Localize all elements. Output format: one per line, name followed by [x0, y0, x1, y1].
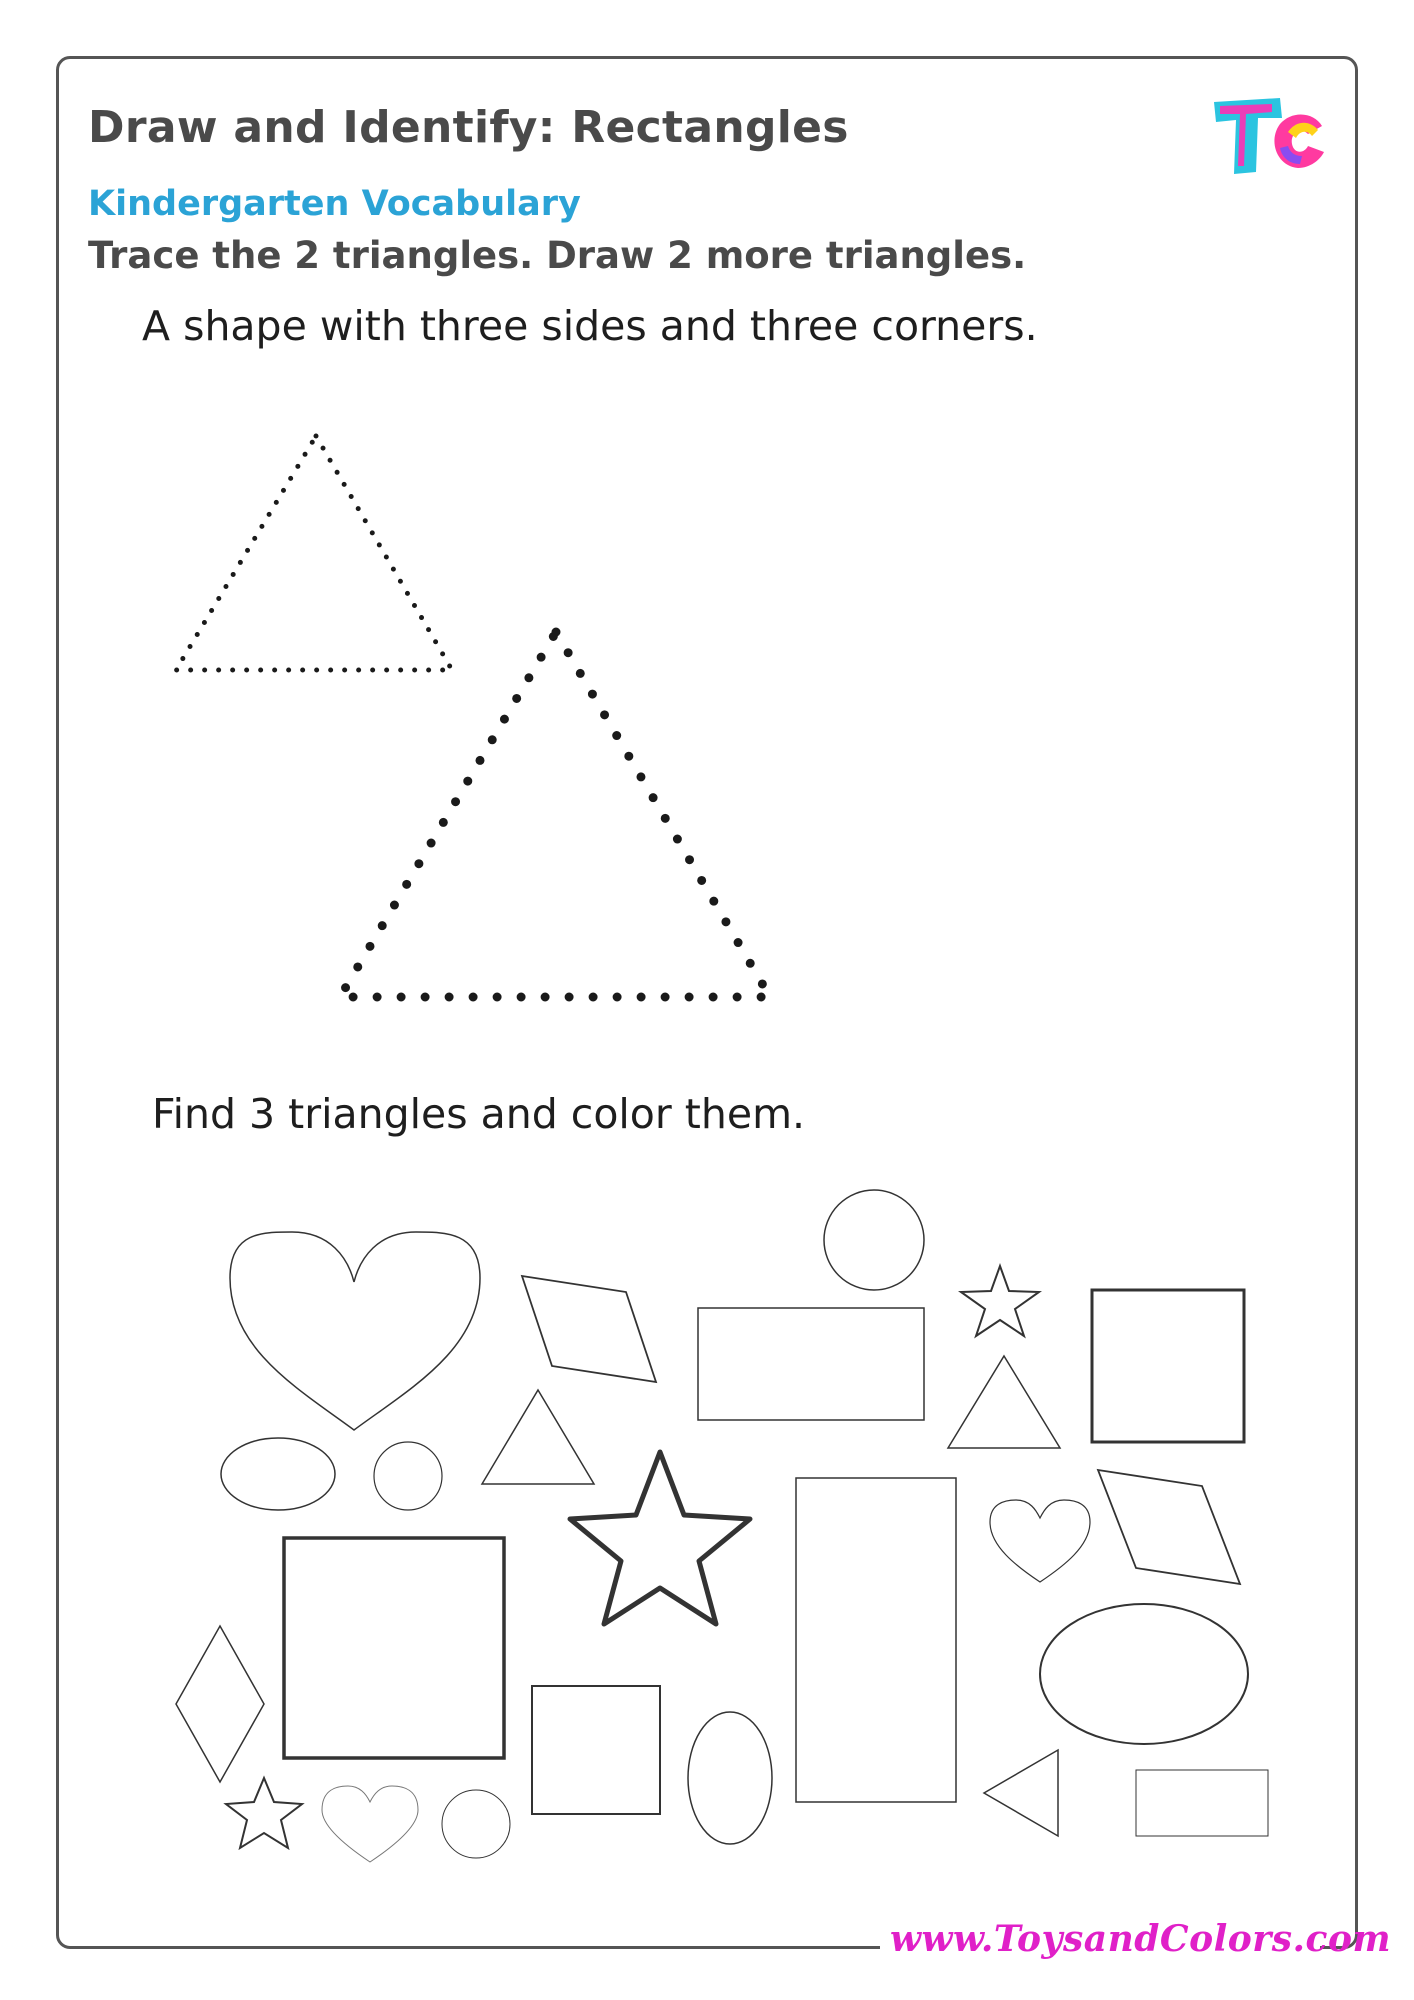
oval-shape[interactable] — [1040, 1604, 1248, 1744]
dotted-triangle-large[interactable] — [340, 632, 770, 997]
heart-shape[interactable] — [230, 1232, 480, 1430]
rhombus-shape[interactable] — [522, 1276, 656, 1382]
website-url[interactable]: www.ToysandColors.com — [890, 1918, 1392, 1960]
oval-shape[interactable] — [221, 1438, 335, 1510]
page-title: Draw and Identify: Rectangles — [88, 102, 849, 153]
find-instruction: Find 3 triangles and color them. — [152, 1090, 806, 1138]
subtitle: Kindergarten Vocabulary — [88, 184, 581, 224]
circle-shape[interactable] — [824, 1190, 924, 1290]
heart-shape[interactable] — [990, 1500, 1090, 1582]
star-shape[interactable] — [570, 1452, 750, 1624]
rhombus-shape[interactable] — [176, 1626, 264, 1782]
square-shape[interactable] — [532, 1686, 660, 1814]
rectangle-shape[interactable] — [1136, 1770, 1268, 1836]
triangle-shape[interactable] — [948, 1356, 1060, 1448]
trace-instruction: Trace the 2 triangles. Draw 2 more triangles. — [88, 234, 1027, 277]
triangle-shape[interactable] — [482, 1390, 594, 1484]
dotted-triangle-small[interactable] — [176, 436, 452, 670]
rhombus-shape[interactable] — [1098, 1470, 1240, 1584]
heart-shape[interactable] — [322, 1786, 418, 1862]
oval-shape[interactable] — [688, 1712, 772, 1844]
square-shape[interactable] — [284, 1538, 504, 1758]
triangle-definition: A shape with three sides and three corners. — [142, 302, 1038, 350]
rectangle-shape[interactable] — [796, 1478, 956, 1802]
circle-shape[interactable] — [374, 1442, 442, 1510]
triangle-shape[interactable] — [984, 1750, 1058, 1836]
circle-shape[interactable] — [442, 1790, 510, 1858]
rectangle-shape[interactable] — [698, 1308, 924, 1420]
star-shape[interactable] — [226, 1778, 302, 1848]
star-shape[interactable] — [961, 1266, 1039, 1336]
square-shape[interactable] — [1092, 1290, 1244, 1442]
